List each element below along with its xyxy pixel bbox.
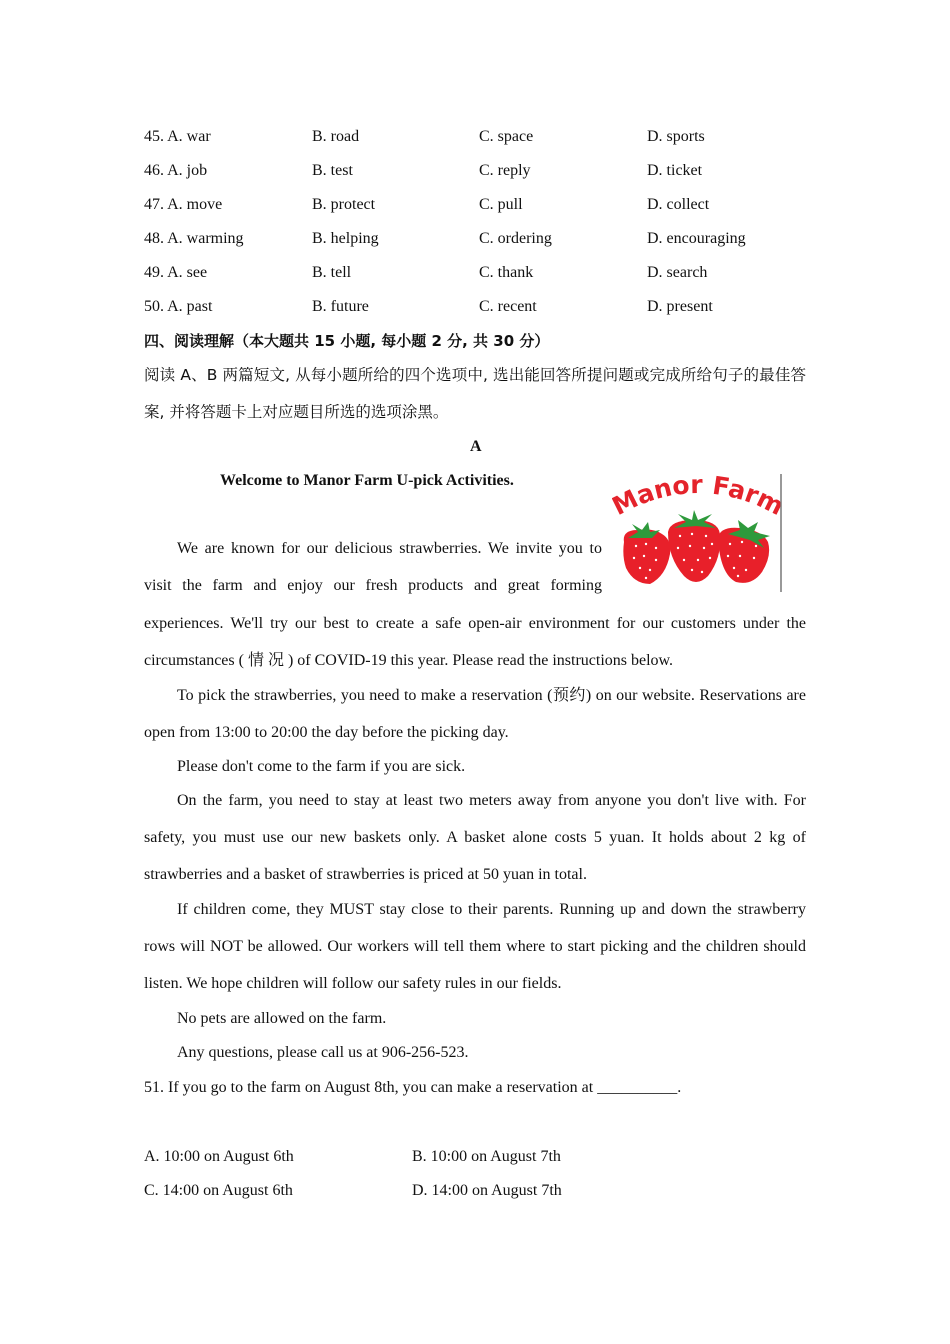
option-a: 47. A. move [144,196,223,213]
passage-label: A [470,438,482,455]
option-row-48 [144,229,824,251]
passage-p1-line2: visit the farm and enjoy our fresh products and great forming [144,577,602,594]
option-c: C. pull [479,196,523,213]
option-d: D. encouraging [647,230,746,247]
option-row-47 [144,195,824,217]
option-c: C. thank [479,264,534,281]
passage-p2: To pick the strawberries, you need to make a reservation (预约) on our website. Reservations are open from 13:00 to 20:00 the day before the picking day. [144,687,806,741]
option-row-50 [144,297,824,319]
option-b: B. helping [312,230,379,247]
option-row-49 [144,263,824,285]
option-b: B. test [312,162,353,179]
option-b: B. protect [312,196,376,213]
passage-p3: Please don't come to the farm if you are sick. [177,758,466,775]
strawberry-logo-icon [612,472,784,594]
option-a: 46. A. job [144,162,208,179]
option-d: D. sports [647,128,705,145]
option-a: 49. A. see [144,264,208,281]
passage-p4: On the farm, you need to stay at least two meters away from anyone you don't live with. For safety, you must use our new baskets only. A basket alone costs 5 yuan. It holds about 2 kg of strawberries and a basket of strawberries is priced at 50 yuan in total. [144,792,806,883]
passage-p5: If children come, they MUST stay close to their parents. Running up and down the strawberry rows will NOT be allowed. Our workers will tell them where to start picking and the children should listen. We hope children will follow our safety rules in our fields. [144,901,806,992]
logo-text: anor Far [632,472,763,511]
option-d: D. present [647,298,713,315]
passage-p6: No pets are allowed on the farm. [177,1010,387,1027]
answer-b: B. 10:00 on August 7th [412,1148,561,1165]
option-d: D. search [647,264,708,281]
option-b: B. tell [312,264,352,281]
option-c: C. space [479,128,534,145]
option-d: D. ticket [647,162,703,179]
option-c: C. reply [479,162,531,179]
option-b: B. future [312,298,369,315]
passage-p7: Any questions, please call us at 906-256-523. [177,1044,469,1061]
answer-c: C. 14:00 on August 6th [144,1182,293,1199]
option-c: C. ordering [479,230,552,247]
question-51: 51. If you go to the farm on August 8th, you can make a reservation at __________. [144,1079,682,1096]
option-row-46 [144,161,824,183]
option-a: 48. A. warming [144,230,244,247]
section-instructions: 阅读 A、B 两篇短文, 从每小题所给的四个选项中, 选出能回答所提问题或完成所给句子的最佳答案, 并将答题卡上对应题目所选的选项涂黑。 [144,366,806,421]
manor-farm-logo [612,472,784,594]
answer-a: A. 10:00 on August 6th [144,1148,294,1165]
passage-p1-line1: We are known for our delicious strawberries. We invite you to [177,540,602,557]
option-a: 50. A. past [144,298,213,315]
option-a: 45. A. war [144,128,211,145]
passage-p1-rest: experiences. We'll try our best to create a safe open-air environment for our customers under the circumstances ( 情 况 ) of COVID-19 this year. Please read the instructions below. [144,615,806,669]
passage-title: Welcome to Manor Farm U-pick Activities. [220,472,514,489]
option-row-45 [144,127,824,149]
answer-d: D. 14:00 on August 7th [412,1182,562,1199]
section-heading: 四、阅读理解（本大题共 15 小题, 每小题 2 分, 共 30 分） [144,332,550,350]
option-b: B. road [312,128,360,145]
option-c: C. recent [479,298,537,315]
option-d: D. collect [647,196,710,213]
